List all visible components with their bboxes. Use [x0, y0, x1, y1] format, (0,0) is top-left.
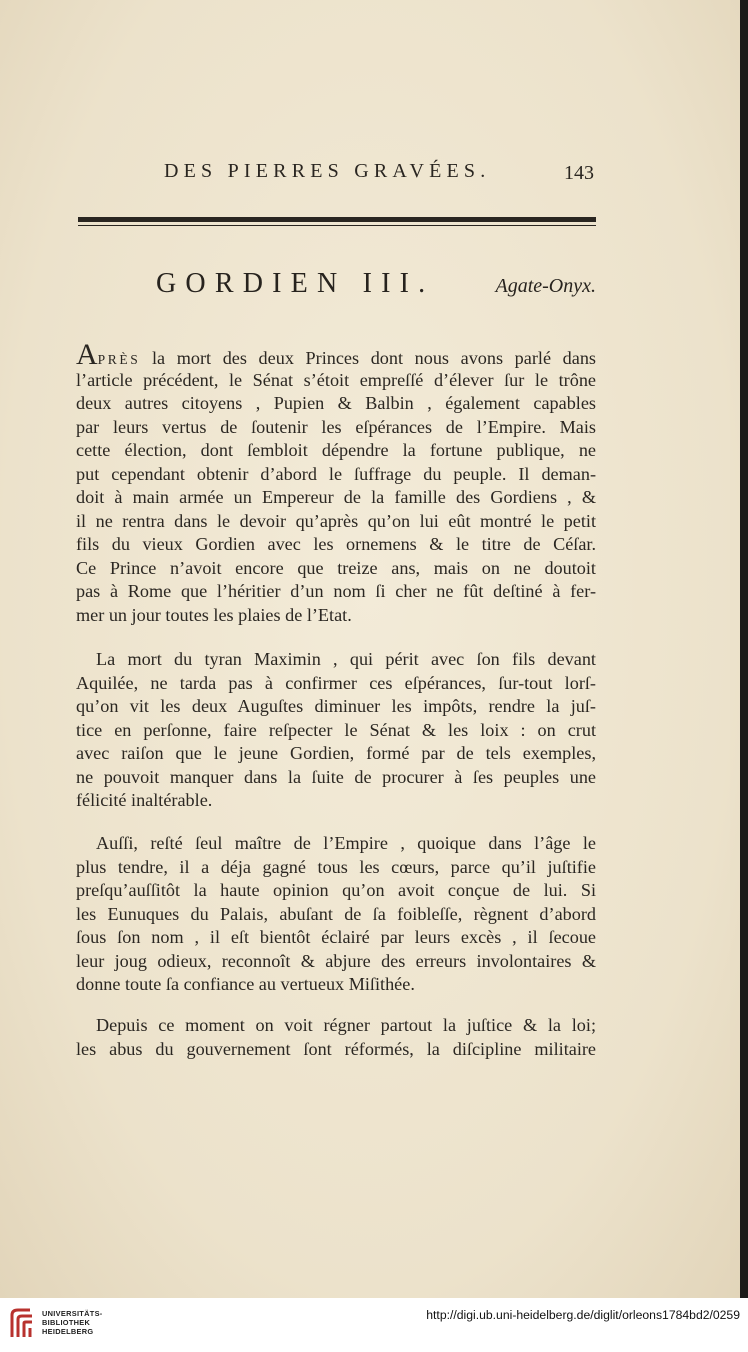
library-name[interactable] — [42, 1310, 103, 1336]
text-line: Ce Prince n’avoit encore que treize ans, mais on ne doutoit — [76, 557, 596, 578]
text-line: Auſſi, reſté ſeul maître de l’Empire , quoique dans l’âge le — [96, 833, 596, 853]
text-line: doit à main armée un Empereur de la famille des Gordiens , & — [76, 487, 596, 507]
text-line: donne toute ſa confiance au vertueux Miſithée. — [76, 974, 415, 994]
text-line: preſqu’auſſitôt la haute opinion qu’on avoit conçue de lui. Si — [76, 880, 596, 900]
text-line: avec raiſon que le jeune Gordien, formé par de tels exemples, — [76, 743, 596, 763]
text-line: pas à Rome que l’héritier d’un nom ſi cher ne fût deſtiné à fer- — [76, 581, 596, 601]
header-rule-thick — [78, 217, 596, 222]
text-line: fils du vieux Gordien avec les ornemens & le titre de Céſar. — [76, 534, 596, 554]
chapter-heading — [156, 268, 596, 308]
text-line: il ne rentra dans le devoir qu’après qu’on lui eût montré le petit — [76, 510, 596, 531]
line-text: la mort des deux Princes dont nous avons parlé dans — [151, 348, 596, 368]
text-line: Depuis ce moment on voit régner partout la juſtice & la loi; — [96, 1015, 596, 1035]
viewer-footer — [0, 1298, 748, 1352]
header-rule-thin — [78, 225, 596, 226]
running-head — [164, 160, 594, 194]
text-line: ne pouvoit manquer dans la ſuite de procurer à ſes peuples une — [76, 766, 596, 787]
text-line: cette élection, dont ſembloit dépendre la fortune publique, ne — [76, 440, 596, 460]
running-title: DES PIERRES GRAVÉES. — [164, 160, 491, 182]
text-line: félicité inaltérable. — [76, 790, 213, 810]
library-name-line: HEIDELBERG — [42, 1326, 94, 1336]
paragraph-4 — [76, 1014, 596, 1061]
chapter-subtitle: Agate-Onyx. — [495, 275, 596, 297]
library-name-line: BIBLIOTHEK — [42, 1317, 91, 1327]
small-caps-word: PRÈS — [97, 352, 141, 367]
paragraph-3 — [76, 832, 596, 997]
text-line: La mort du tyran Maximin , qui périt avec ſon fils devant — [96, 649, 596, 669]
page-number: 143 — [564, 162, 594, 184]
chapter-title: GORDIEN III. — [156, 268, 435, 299]
library-name-line: UNIVERSITÄTS- — [42, 1309, 103, 1318]
text-line: deux autres citoyens , Pupien & Balbin , également capables — [76, 393, 596, 413]
library-logo-icon[interactable] — [8, 1307, 36, 1341]
text-line: mer un jour toutes les plaies de l’Etat. — [76, 604, 352, 625]
paragraph-1 — [76, 338, 596, 627]
drop-cap: A — [76, 338, 98, 371]
text-line: ſous ſon nom , il eſt bientôt éclairé par leurs excès , il ſecoue — [76, 927, 596, 947]
paragraph-2 — [76, 648, 596, 813]
text-line: put cependant obtenir d’abord le ſuffrage du peuple. Il deman- — [76, 463, 596, 484]
text-line — [76, 338, 596, 371]
text-line: les Eunuques du Palais, abuſant de ſa foibleſſe, règnent d’abord — [76, 903, 596, 924]
text-line: plus tendre, il a déja gagné tous les cœurs, parce qu’il juſtifie — [76, 856, 596, 877]
text-line: l’article précédent, le Sénat s’étoit empreſſé d’élever ſur le trône — [76, 369, 596, 390]
text-line: tice en perſonne, faire reſpecter le Sénat & les loix : on crut — [76, 719, 596, 740]
permalink-url[interactable]: http://digi.ub.uni-heidelberg.de/diglit/orleons1784bd2/0259 — [426, 1308, 740, 1322]
text-line: par leurs vertus de ſoutenir les eſpérances de l’Empire. Mais — [76, 416, 596, 437]
text-line: Aquilée, ne tarda pas à confirmer ces eſpérances, ſur-tout lorſ- — [76, 672, 596, 693]
text-line: leur joug odieux, reconnoît & abjure des erreurs involontaires & — [76, 950, 596, 971]
text-line: les abus du gouvernement ſont réformés, la diſcipline militaire — [76, 1038, 596, 1059]
text-line: qu’on vit les deux Auguſtes diminuer les impôts, rendre la juſ- — [76, 696, 596, 716]
